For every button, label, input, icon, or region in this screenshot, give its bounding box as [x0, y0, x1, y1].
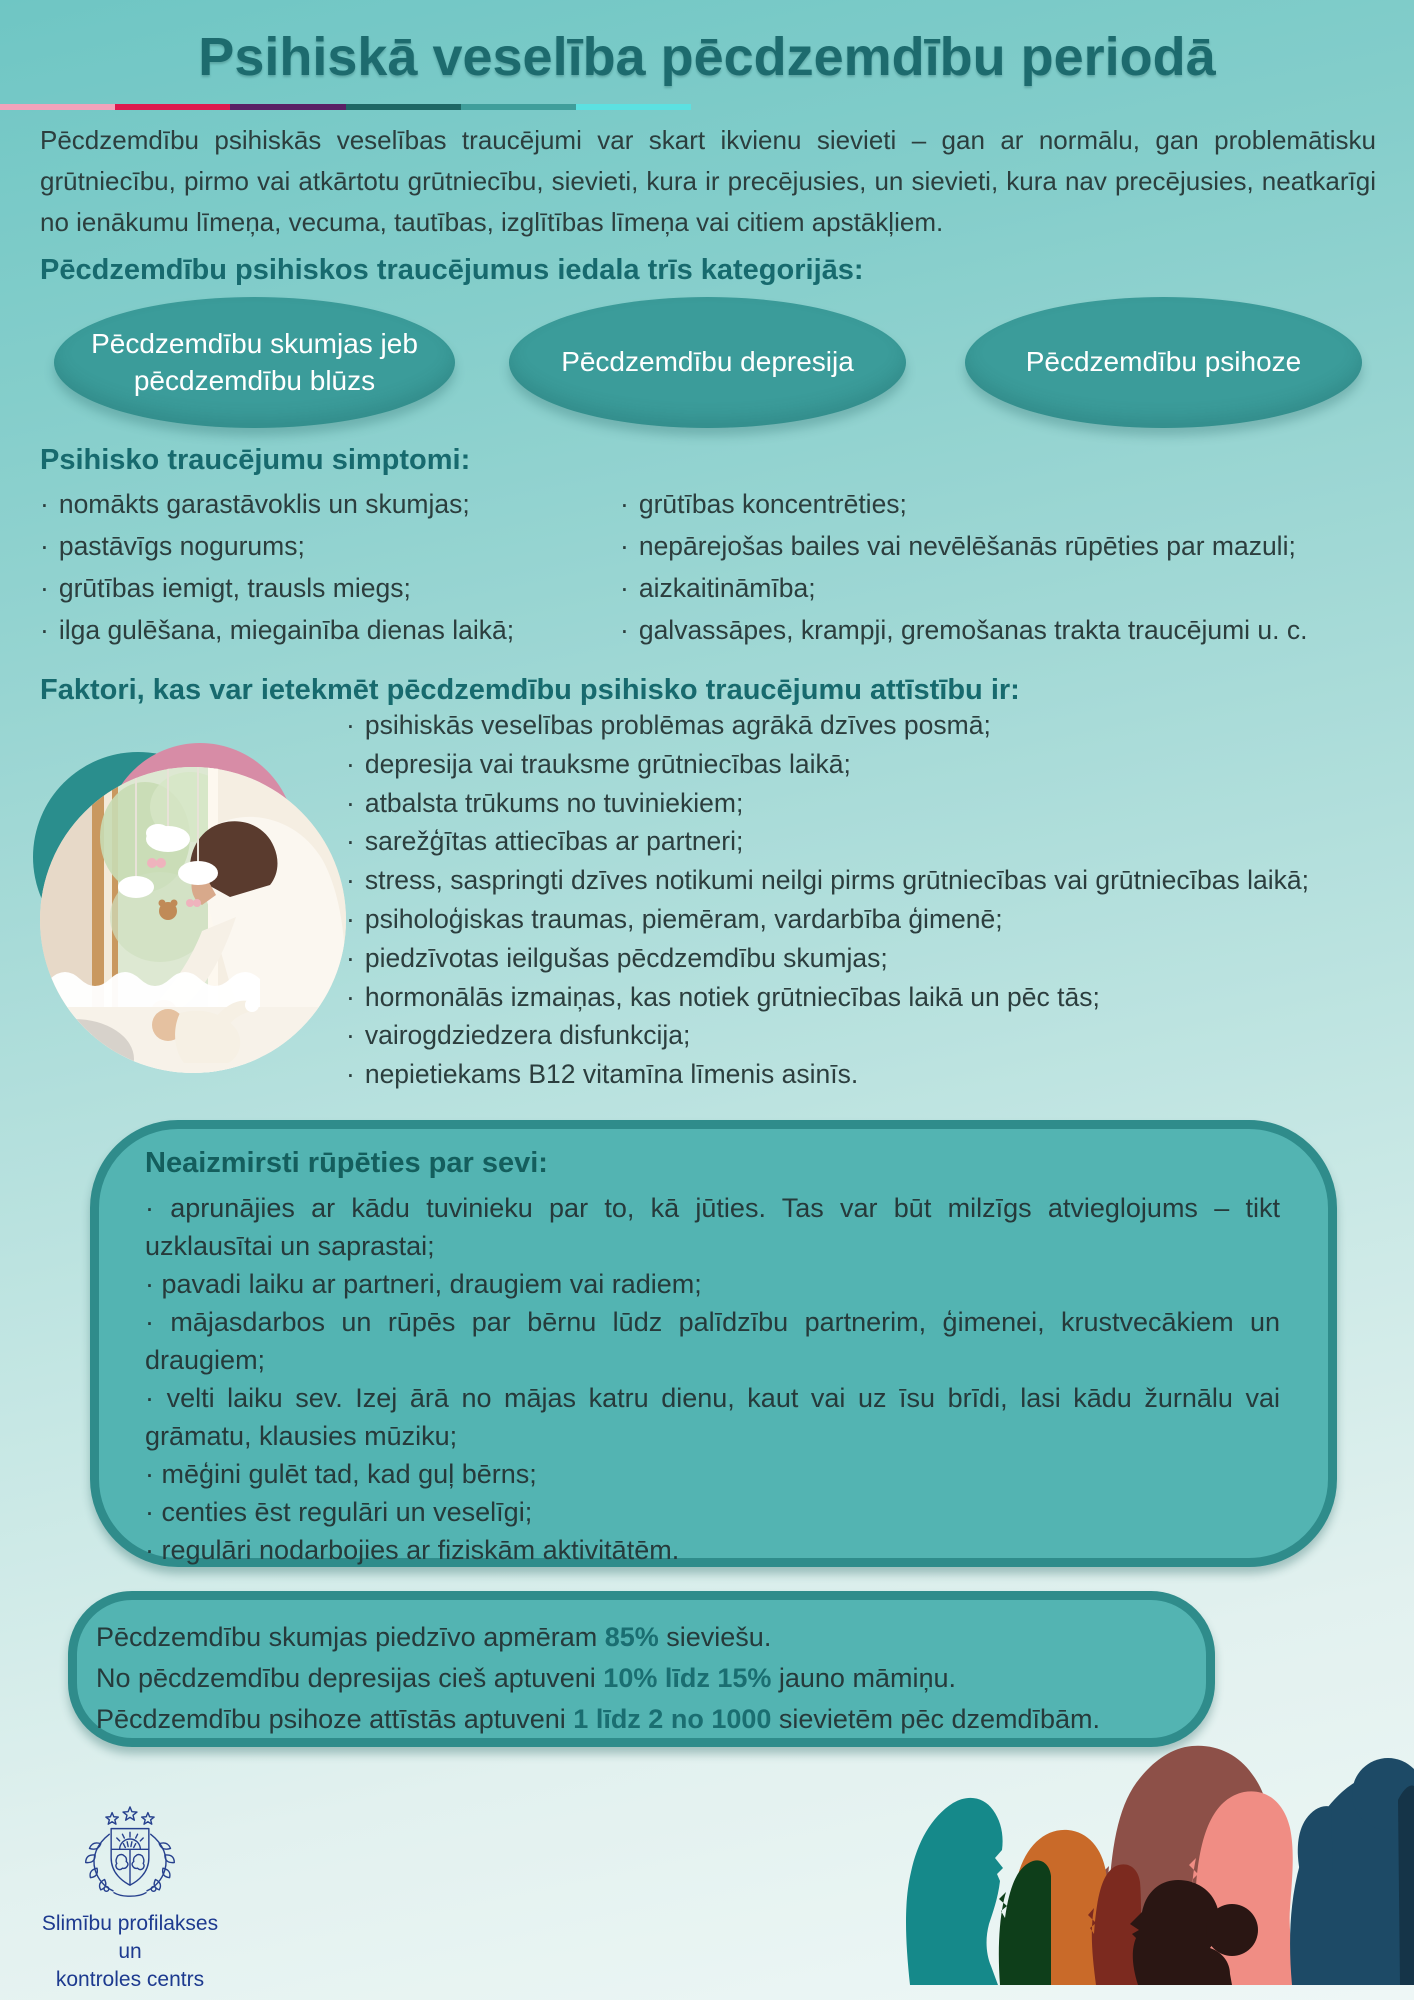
- symptom-item: · galvassāpes, krampji, gremošanas trakta traucējumi u. c.: [620, 609, 1308, 651]
- oval-postpartum-psychosis: [965, 297, 1362, 428]
- oval-postpartum-blues: [54, 297, 455, 428]
- stat-line: No pēcdzemdību depresijas cieš aptuveni 10% līdz 15% jauno māmiņu.: [96, 1663, 956, 1693]
- factor-item: · piedzīvotas ieilgušas pēcdzemdību skumjas;: [346, 939, 1309, 978]
- selfcare-heading: Neaizmirsti rūpēties par sevi:: [145, 1147, 548, 1179]
- factor-item: · hormonālās izmaiņas, kas notiek grūtniecības laikā un pēc tās;: [346, 978, 1309, 1017]
- spkc-logo: [38, 1806, 222, 1994]
- factor-item: · psihiskās veselības problēmas agrākā dzīves posmā;: [346, 706, 1309, 745]
- symptom-item: · aizkaitināmība;: [620, 567, 1308, 609]
- factor-item: · atbalsta trūkums no tuviniekiem;: [346, 784, 1309, 823]
- color-bar-segment: [0, 104, 115, 110]
- intro-paragraph: Pēcdzemdību psihiskās veselības traucējumi var skart ikvienu sievieti – gan ar normālu, gan problemātisku grūtniecību, pirmo vai atkārtotu grūtniecību, sievieti, kura ir precējusies, un sievieti, kura nav precējusies, neatkarīgi no ienākumu līmeņa, vecuma, tautības, izglītības līmeņa vai citiem apstākļiem.: [40, 125, 1376, 237]
- factor-item: · psiholoģiskas traumas, piemēram, vardarbība ģimenē;: [346, 900, 1309, 939]
- symptoms-heading: Psihisko traucējumu simptomi:: [40, 444, 471, 476]
- silhouette-teal-hijab-woman: [906, 1798, 1003, 1985]
- symptom-item: · ilga gulēšana, miegainība dienas laikā;: [40, 609, 514, 651]
- factor-item: · nepietiekams B12 vitamīna līmenis asinīs.: [346, 1055, 1309, 1094]
- page-title: Psihiskā veselība pēcdzemdību periodā: [198, 27, 1216, 87]
- selfcare-box: [90, 1120, 1337, 1567]
- women-silhouettes-illustration: [900, 1740, 1414, 1985]
- silhouette-navy-dark-edge: [1398, 1786, 1414, 1985]
- selfcare-item: · pavadi laiku ar partneri, draugiem vai radiem;: [145, 1265, 1280, 1303]
- categories-heading: Pēcdzemdību psihiskos traucējumus iedala trīs kategorijās:: [40, 254, 864, 286]
- color-bar-segment: [461, 104, 576, 110]
- stat-value: 85%: [604, 1622, 659, 1652]
- symptom-item: · nomākts garastāvoklis un skumjas;: [40, 483, 514, 525]
- oval-label: Pēcdzemdību psihoze: [1025, 346, 1302, 378]
- org-name-line1: Slimību profilakses un: [41, 1912, 219, 1963]
- selfcare-item: · mājasdarbos un rūpēs par bērnu lūdz palīdzību partnerim, ģimenei, krustvecākiem un draugiem;: [145, 1303, 1280, 1379]
- stat-value: 1 līdz 2 no 1000: [573, 1704, 772, 1734]
- org-name-line2: kontroles centrs: [55, 1968, 205, 1991]
- stat-line: Pēcdzemdību psihoze attīstās aptuveni 1 līdz 2 no 1000 sievietēm pēc dzemdībām.: [96, 1704, 1101, 1734]
- color-bar-segment: [576, 104, 691, 110]
- silhouette-navy-face: [1298, 1806, 1333, 1872]
- factor-item: · vairogdziedzera disfunkcija;: [346, 1016, 1309, 1055]
- symptom-item: · pastāvīgs nogurums;: [40, 525, 514, 567]
- selfcare-item: · centies ēst regulāri un veselīgi;: [145, 1493, 1280, 1531]
- oval-label: Pēcdzemdību depresija: [561, 346, 854, 378]
- factor-item: · depresija vai trauksme grūtniecības laikā;: [346, 745, 1309, 784]
- selfcare-item: · mēģini gulēt tad, kad guļ bērns;: [145, 1455, 1280, 1493]
- selfcare-item: · velti laiku sev. Izej ārā no mājas katru dienu, kaut vai uz īsu brīdi, lasi kādu žurnālu vai grāmatu, klausies mūziku;: [145, 1379, 1280, 1455]
- stats-box: [68, 1591, 1215, 1747]
- factors-list: [346, 706, 1309, 1094]
- silhouette-black-bun: [1206, 1904, 1258, 1956]
- color-bar-segment: [346, 104, 461, 110]
- stat-value: 10% līdz 15%: [603, 1663, 772, 1693]
- oval-label: Pēcdzemdību skumjas jeb pēcdzemdību blūzs: [91, 328, 418, 396]
- factors-heading: Faktori, kas var ietekmēt pēcdzemdību psihisko traucējumu attīstību ir:: [40, 674, 1020, 706]
- latvia-coat-of-arms-icon: [78, 1806, 182, 1904]
- stat-line: Pēcdzemdību skumjas piedzīvo apmēram 85% sieviešu.: [96, 1622, 772, 1652]
- selfcare-item: · aprunājies ar kādu tuvinieku par to, kā jūties. Tas var būt milzīgs atvieglojums – tikt uzklausītai un saprastai;: [145, 1189, 1280, 1265]
- oval-postpartum-depression: [509, 297, 906, 428]
- mother-baby-photo-illustration: [40, 767, 346, 1073]
- factor-item: · stress, saspringti dzīves notikumi neilgi pirms grūtniecības vai grūtniecības laikā;: [346, 861, 1309, 900]
- symptom-item: · grūtības koncentrēties;: [620, 483, 1308, 525]
- color-bar-segment: [230, 104, 345, 110]
- symptoms-list-left: [40, 483, 514, 651]
- decorative-color-bar: [0, 104, 691, 110]
- color-bar-segment: [115, 104, 230, 110]
- symptom-item: · grūtības iemigt, trausls miegs;: [40, 567, 514, 609]
- selfcare-item: · regulāri nodarbojies ar fiziskām aktivitātēm.: [145, 1531, 1280, 1569]
- factor-item: · sarežģītas attiecības ar partneri;: [346, 822, 1309, 861]
- silhouette-green-woman: [999, 1860, 1051, 1985]
- mother-baby-photo: [40, 767, 346, 1073]
- symptoms-list-right: [620, 483, 1308, 651]
- symptom-item: · nepārejošas bailes vai nevēlēšanās rūpēties par mazuli;: [620, 525, 1308, 567]
